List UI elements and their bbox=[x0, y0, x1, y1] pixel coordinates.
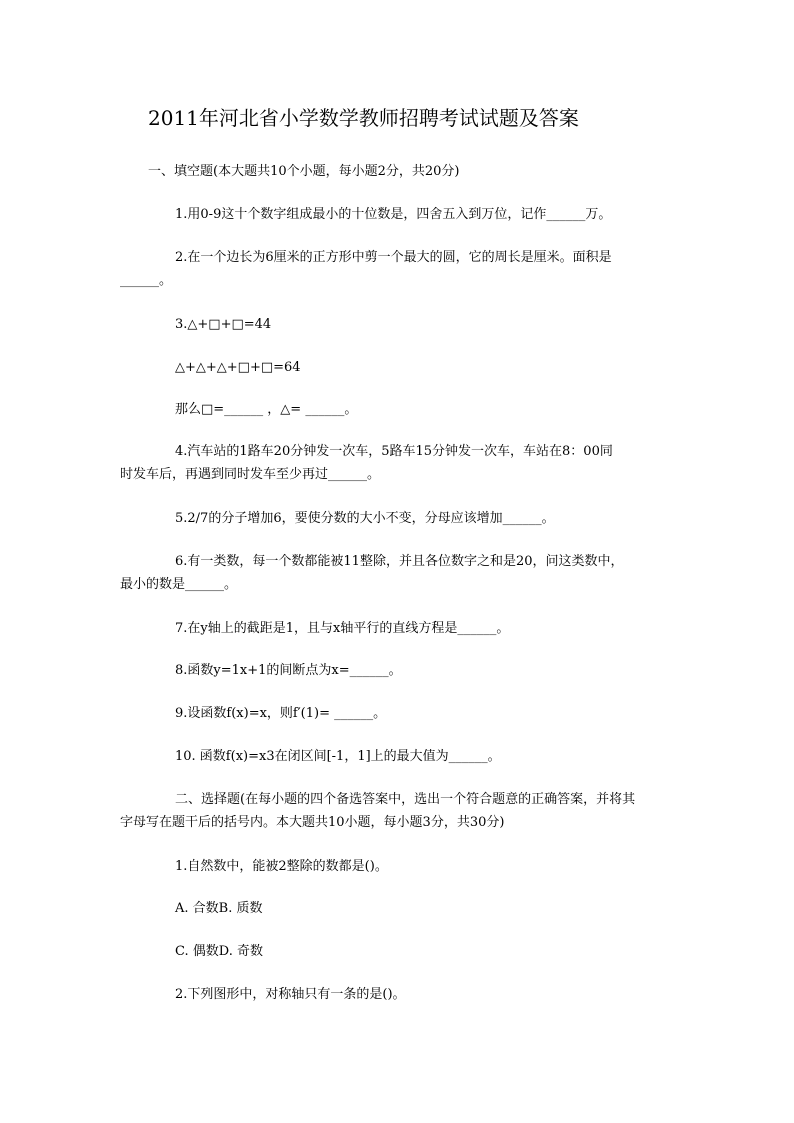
section-2-heading-line-1: 二、选择题(在每小题的四个备选答案中，选出一个符合题意的正确答案，并将其 bbox=[175, 792, 636, 807]
question-2-1-options-ab: A. 合数B. 质数 bbox=[175, 901, 263, 916]
question-1-5: 5.2/7的分子增加6，要使分数的大小不变，分母应该增加______。 bbox=[175, 511, 555, 526]
document-title: 2011年河北省小学数学教师招聘考试试题及答案 bbox=[148, 106, 579, 130]
question-2-1-options-cd: C. 偶数D. 奇数 bbox=[175, 944, 263, 959]
question-1-4-line-2: 时发车后，再遇到同时发车至少再过______。 bbox=[120, 467, 381, 482]
question-1-1: 1.用0-9这十个数字组成最小的十位数是，四舍五入到万位，记作______万。 bbox=[175, 207, 612, 222]
question-1-3-line-3: 那么□=______ ，△= ______。 bbox=[175, 402, 358, 417]
question-1-2-line-2: ______。 bbox=[120, 273, 173, 288]
question-1-6-line-1: 6.有一类数，每一个数都能被11整除，并且各位数字之和是20，问这类数中， bbox=[175, 554, 624, 569]
question-1-9: 9.设函数f(x)=x，则f′(1)= ______。 bbox=[175, 706, 387, 721]
section-2-heading-line-2: 字母写在题干后的括号内。本大题共10小题，每小题3分，共30分) bbox=[120, 815, 505, 830]
question-1-6-line-2: 最小的数是______。 bbox=[120, 577, 238, 592]
question-1-3-line-1: 3.△+□+□=44 bbox=[175, 317, 272, 332]
question-1-8: 8.函数y=1x+1的间断点为x=______。 bbox=[175, 663, 402, 678]
question-1-2-line-1: 2.在一个边长为6厘米的正方形中剪一个最大的圆，它的周长是厘米。面积是 bbox=[175, 250, 612, 265]
question-2-1: 1.自然数中，能被2整除的数都是()。 bbox=[175, 859, 388, 874]
question-1-10: 10. 函数f(x)=x3在闭区间[-1，1]上的最大值为______。 bbox=[175, 749, 501, 764]
question-1-3-line-2: △+△+△+□+□=64 bbox=[175, 360, 301, 375]
question-1-4-line-1: 4.汽车站的1路车20分钟发一次车，5路车15分钟发一次车，车站在8：00同 bbox=[175, 444, 613, 459]
section-1-heading: 一、填空题(本大题共10个小题，每小题2分，共20分) bbox=[148, 164, 460, 179]
question-1-7: 7.在y轴上的截距是1，且与x轴平行的直线方程是______。 bbox=[175, 621, 510, 636]
question-2-2: 2.下列图形中，对称轴只有一条的是()。 bbox=[175, 987, 406, 1002]
